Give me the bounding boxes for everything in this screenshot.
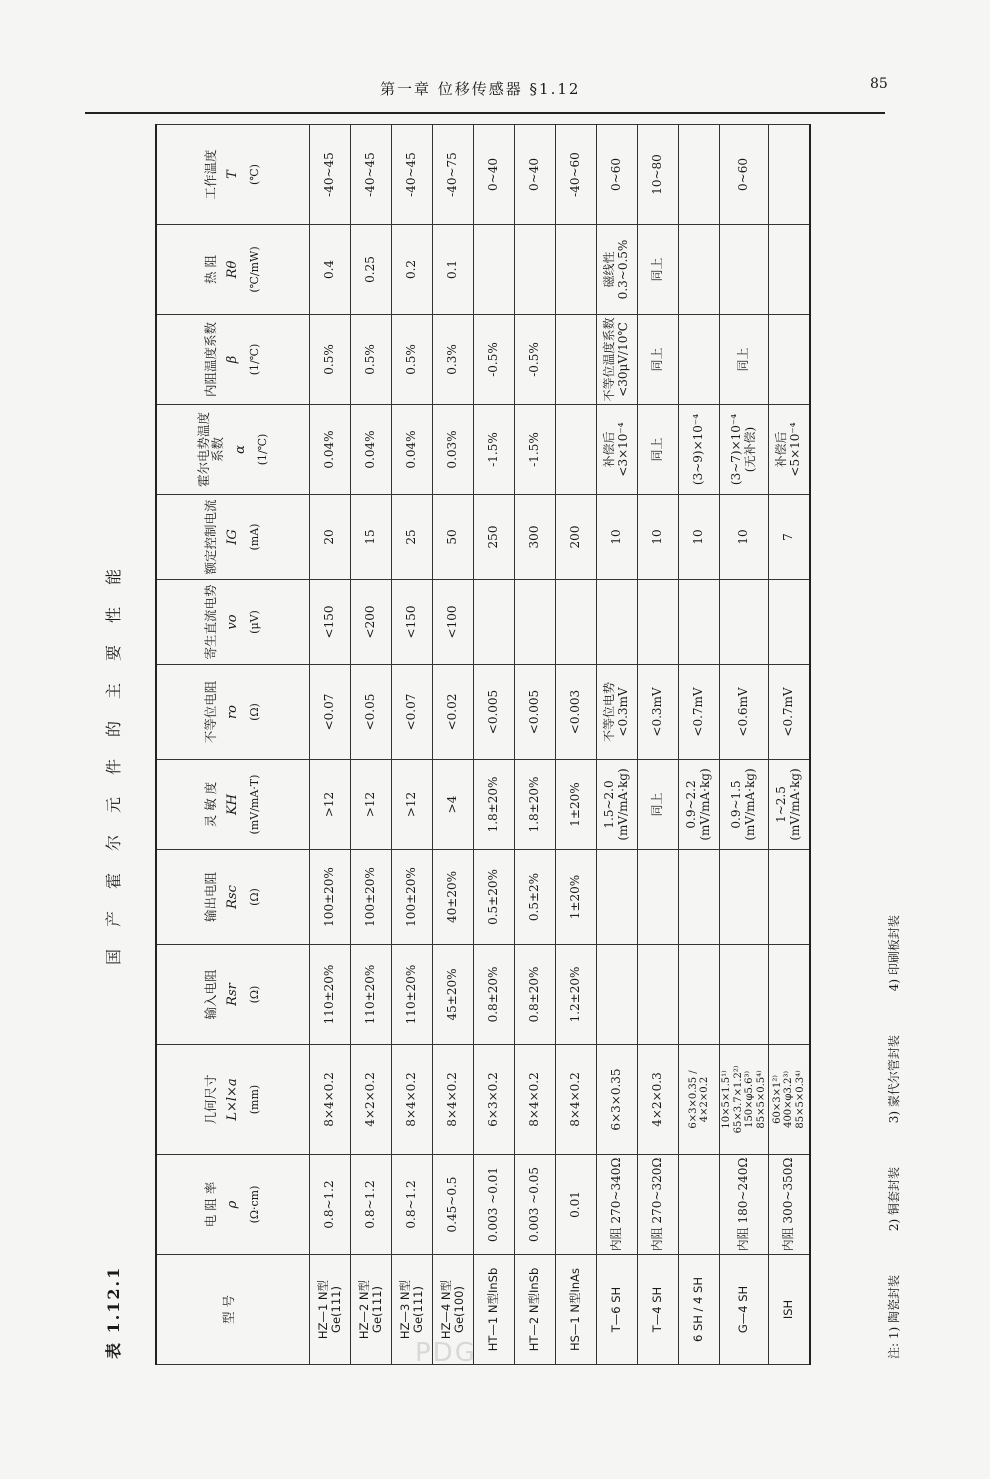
table-cell: <150	[310, 580, 351, 665]
table-cell: 10	[638, 495, 679, 580]
note-4: 4) 印刷板封装	[887, 915, 901, 992]
table-notes	[885, 129, 902, 1359]
table-cell: 0.4	[310, 225, 351, 315]
header-symbol: Rsc	[225, 885, 241, 909]
table-cell	[474, 225, 515, 315]
table-cell	[769, 850, 811, 945]
table-cell	[556, 580, 597, 665]
header-cell	[156, 1045, 310, 1155]
table-cell: 0~60	[720, 125, 769, 225]
table-cell: 磁线性 0.3~0.5%	[597, 225, 638, 315]
table-cell: 0.5%	[351, 315, 392, 405]
table-cell: 内阻 270~320Ω	[638, 1155, 679, 1255]
header-unit: (1/℃)	[255, 433, 269, 466]
table-cell: (3~7)×10⁻⁴ (无补偿)	[720, 405, 769, 495]
running-head: 第一章 位移传感器 §1.12	[380, 80, 581, 98]
header-label: 热 阻	[203, 255, 219, 284]
table-cell: 0.8±20%	[474, 945, 515, 1045]
table-cell: 110±20%	[392, 945, 433, 1045]
table-cell: 1.5~2.0 (mV/mA·kg)	[597, 760, 638, 850]
header-symbol: ro	[225, 704, 241, 720]
table-cell	[679, 580, 720, 665]
table-cell: >12	[351, 760, 392, 850]
header-cell	[156, 760, 310, 850]
table-cell	[638, 945, 679, 1045]
table-cell: 6×3×0.35 / 4×2×0.2	[679, 1045, 720, 1155]
header-unit: (mm)	[248, 1084, 262, 1115]
table-cell: <0.003	[556, 665, 597, 760]
table-row	[351, 125, 392, 1365]
table-cell	[679, 1155, 720, 1255]
model-cell: HT—1 N型InSb	[474, 1255, 515, 1365]
header-unit: (℃)	[248, 164, 262, 185]
table-cell: <0.05	[351, 665, 392, 760]
table-cell: 8×4×0.2	[433, 1045, 474, 1155]
header-cell	[156, 1155, 310, 1255]
header-symbol: IG	[225, 529, 241, 545]
table-cell: -40~45	[351, 125, 392, 225]
table-row	[310, 125, 351, 1365]
table-cell: 内阻 300~350Ω	[769, 1155, 811, 1255]
header-cell	[156, 225, 310, 315]
table-cell: -40~45	[392, 125, 433, 225]
table-cell: 0.1	[433, 225, 474, 315]
header-symbol: KH	[225, 793, 241, 816]
table-cell: 1.8±20%	[515, 760, 556, 850]
table-cell	[720, 850, 769, 945]
table-cell: 0.8~1.2	[351, 1155, 392, 1255]
table-cell	[597, 580, 638, 665]
header-label: 输入电阻	[203, 969, 219, 1020]
table-row	[679, 125, 720, 1365]
table-cell: 补偿后 <5×10⁻⁴	[769, 405, 811, 495]
header-cell	[156, 580, 310, 665]
table-cell: 100±20%	[351, 850, 392, 945]
table-cell: 不等位温度系数 <30μV/10℃	[597, 315, 638, 405]
table-cell: 同上	[720, 315, 769, 405]
header-symbol: α	[232, 445, 248, 454]
table-cell: 0.5%	[392, 315, 433, 405]
header-symbol: β	[225, 355, 241, 364]
header-symbol: vo	[225, 614, 241, 630]
table-cell	[638, 850, 679, 945]
table-title	[95, 125, 129, 1365]
table-body	[310, 125, 811, 1365]
table-cell: >4	[433, 760, 474, 850]
model-cell: 6 SH / 4 SH	[679, 1255, 720, 1365]
table-cell: 1.2±20%	[556, 945, 597, 1045]
table-cell: 1~2.5 (mV/mA·kg)	[769, 760, 811, 850]
model-cell: HT—2 N型InSb	[515, 1255, 556, 1365]
table-cell: 0.003 ~0.01	[474, 1155, 515, 1255]
table-cell: 0.04%	[351, 405, 392, 495]
table-cell	[638, 580, 679, 665]
table-cell: <150	[392, 580, 433, 665]
table-cell: 内阻 180~240Ω	[720, 1155, 769, 1255]
table-cell: 10~80	[638, 125, 679, 225]
model-cell: T—6 SH	[597, 1255, 638, 1365]
table-row	[638, 125, 679, 1365]
table-cell	[769, 225, 811, 315]
table-cell: 0~40	[474, 125, 515, 225]
table-cell: 200	[556, 495, 597, 580]
table-cell: 0.9~2.2 (mV/mA·kg)	[679, 760, 720, 850]
table-cell: -1.5%	[515, 405, 556, 495]
table-cell: 同上	[638, 315, 679, 405]
table-cell: 0.03%	[433, 405, 474, 495]
table-cell: 0.5±20%	[474, 850, 515, 945]
table-cell: 60×3×1²⁾ 400×φ3.2³⁾ 85×5×0.3⁴⁾	[769, 1045, 811, 1155]
header-label: 几何尺寸	[203, 1074, 219, 1125]
model-cell: HZ—1 N型Ge(111)	[310, 1255, 351, 1365]
model-cell: G—4 SH	[720, 1255, 769, 1365]
table-cell	[556, 315, 597, 405]
header-unit: (Ω)	[248, 888, 262, 906]
table-cell	[515, 225, 556, 315]
table-row	[720, 125, 769, 1365]
table-cell: (3~9)×10⁻⁴	[679, 405, 720, 495]
table-row	[597, 125, 638, 1365]
header-cell	[156, 850, 310, 945]
header-cell	[156, 125, 310, 225]
table-cell	[597, 850, 638, 945]
table-cell	[769, 315, 811, 405]
model-cell: HZ—3 N型Ge(111)	[392, 1255, 433, 1365]
model-cell: HZ—2 N型Ge(111)	[351, 1255, 392, 1365]
table-row	[433, 125, 474, 1365]
note-2: 2) 铜套封装	[887, 1167, 901, 1232]
table-cell: <0.7mV	[769, 665, 811, 760]
header-row	[156, 125, 310, 1365]
table-cell: 4×2×0.2	[351, 1045, 392, 1155]
header-unit: (mV/mA·T)	[248, 774, 262, 835]
table-cell: 110±20%	[351, 945, 392, 1045]
table-cell: 4×2×0.3	[638, 1045, 679, 1155]
header-label: 内阻温度系数	[203, 322, 219, 398]
table-cell: <0.02	[433, 665, 474, 760]
table-cell	[720, 225, 769, 315]
table-cell: 1.8±20%	[474, 760, 515, 850]
table-cell: 同上	[638, 405, 679, 495]
header-unit: (mA)	[248, 523, 262, 551]
header-label: 电 阻 率	[203, 1181, 219, 1228]
table-cell: 6×3×0.2	[474, 1045, 515, 1155]
model-cell: HZ—4 N型Ge(100)	[433, 1255, 474, 1365]
table-cell: -40~75	[433, 125, 474, 225]
table-cell: 0~40	[515, 125, 556, 225]
table-cell	[679, 315, 720, 405]
table-cell: 同上	[638, 760, 679, 850]
table-row	[515, 125, 556, 1365]
header-unit: (μV)	[248, 610, 262, 634]
table-cell: 7	[769, 495, 811, 580]
header-symbol: T	[225, 170, 241, 179]
header-cell	[156, 315, 310, 405]
table-row	[392, 125, 433, 1365]
table-cell: 0.8~1.2	[310, 1155, 351, 1255]
table-row	[474, 125, 515, 1365]
table-cell: 8×4×0.2	[310, 1045, 351, 1155]
model-cell: HS—1 N型InAs	[556, 1255, 597, 1365]
header-label: 灵 敏 度	[203, 781, 219, 828]
table-cell: -40~45	[310, 125, 351, 225]
table-cell	[556, 225, 597, 315]
table-cell: 补偿后 <3×10⁻⁴	[597, 405, 638, 495]
table-cell: 45±20%	[433, 945, 474, 1045]
table-cell: 0.04%	[392, 405, 433, 495]
table-cell	[515, 580, 556, 665]
table-cell: 0.04%	[310, 405, 351, 495]
table-cell	[720, 945, 769, 1045]
table-cell: 0~60	[597, 125, 638, 225]
table-cell: 300	[515, 495, 556, 580]
header-rule	[85, 112, 885, 114]
header-symbol: Rsr	[225, 983, 241, 1006]
table-cell: -0.5%	[474, 315, 515, 405]
header-unit: (Ω·cm)	[248, 1185, 262, 1224]
watermark-logo: PDG	[415, 1338, 477, 1368]
table-cell	[679, 225, 720, 315]
table-cell: 10	[720, 495, 769, 580]
table-cell: 10	[679, 495, 720, 580]
table-cell: 50	[433, 495, 474, 580]
table-cell: 10×5×1.5¹⁾ 65×3.7×1.2²⁾ 150×φ5.6³⁾ 85×5×0.5⁴⁾	[720, 1045, 769, 1155]
table-cell: 6×3×0.35	[597, 1045, 638, 1155]
table-cell: 8×4×0.2	[556, 1045, 597, 1155]
header-unit: (Ω)	[248, 703, 262, 721]
table-cell: 8×4×0.2	[392, 1045, 433, 1155]
table-cell: 0.8~1.2	[392, 1155, 433, 1255]
table-cell	[679, 125, 720, 225]
header-cell	[156, 405, 310, 495]
table-cell	[769, 580, 811, 665]
header-label: 不等位电阻	[203, 680, 219, 744]
page-number: 85	[870, 76, 888, 92]
header-cell	[156, 1255, 310, 1365]
header-cell	[156, 495, 310, 580]
header-label: 额定控制电流	[203, 499, 219, 575]
table-cell: 0.25	[351, 225, 392, 315]
table-cell: 0.3%	[433, 315, 474, 405]
table-cell: 20	[310, 495, 351, 580]
header-symbol: ρ	[225, 1200, 241, 1209]
table-cell	[679, 850, 720, 945]
table-cell	[769, 945, 811, 1045]
table-cell	[679, 945, 720, 1045]
performance-table	[155, 124, 811, 1365]
table-cell: 100±20%	[392, 850, 433, 945]
table-cell: <0.005	[474, 665, 515, 760]
table-cell: 40±20%	[433, 850, 474, 945]
table-cell	[720, 580, 769, 665]
table-cell: 10	[597, 495, 638, 580]
table-cell: 0.45~0.5	[433, 1155, 474, 1255]
rotated-table-block	[95, 125, 915, 1365]
table-cell: 1±20%	[556, 850, 597, 945]
table-cell: >12	[392, 760, 433, 850]
header-label: 寄生直流电势	[203, 584, 219, 660]
table-cell: <200	[351, 580, 392, 665]
table-cell	[556, 405, 597, 495]
table-cell: 8×4×0.2	[515, 1045, 556, 1155]
header-label: 输出电阻	[203, 872, 219, 923]
table-cell: 0.8±20%	[515, 945, 556, 1045]
table-row	[556, 125, 597, 1365]
header-label: 霍尔电势温度系数	[195, 412, 226, 488]
table-cell: 100±20%	[310, 850, 351, 945]
header-symbol: Rθ	[225, 260, 241, 279]
table-cell: -0.5%	[515, 315, 556, 405]
table-cell: 0.003 ~0.05	[515, 1155, 556, 1255]
table-cell: 0.2	[392, 225, 433, 315]
header-symbol: L×l×a	[225, 1078, 241, 1121]
table-cell: <0.07	[310, 665, 351, 760]
table-cell	[474, 580, 515, 665]
table-cell: <0.7mV	[679, 665, 720, 760]
table-cell: 0.5±2%	[515, 850, 556, 945]
table-cell: <0.6mV	[720, 665, 769, 760]
table-cell: -40~60	[556, 125, 597, 225]
note-3: 3) 蒙代尔管封装	[887, 1035, 901, 1124]
table-cell: 250	[474, 495, 515, 580]
table-cell: 同上	[638, 225, 679, 315]
header-unit: (1/℃)	[248, 343, 262, 376]
table-cell: 1±20%	[556, 760, 597, 850]
table-row	[769, 125, 811, 1365]
table-cell: 内阻 270~340Ω	[597, 1155, 638, 1255]
table-cell: <0.3mV	[638, 665, 679, 760]
table-number: 表 1.12.1	[104, 1265, 123, 1359]
table-cell: 15	[351, 495, 392, 580]
table-cell: <100	[433, 580, 474, 665]
model-cell: ISH	[769, 1255, 811, 1365]
table-cell: >12	[310, 760, 351, 850]
header-unit: (℃/mW)	[248, 246, 262, 293]
table-caption: 国产霍尔元件的主要性能	[104, 546, 123, 965]
table-cell: 110±20%	[310, 945, 351, 1045]
header-label: 型 号	[220, 1295, 236, 1324]
table-cell	[597, 945, 638, 1045]
table-cell: <0.07	[392, 665, 433, 760]
table-cell	[769, 125, 811, 225]
table-cell: 0.9~1.5 (mV/mA·kg)	[720, 760, 769, 850]
header-unit: (Ω)	[248, 985, 262, 1004]
model-cell: T—4 SH	[638, 1255, 679, 1365]
note-1: 注: 1) 陶瓷封装	[887, 1275, 901, 1359]
header-label: 工作温度	[203, 149, 219, 200]
table-cell: 0.01	[556, 1155, 597, 1255]
header-cell	[156, 665, 310, 760]
table-cell: 0.5%	[310, 315, 351, 405]
table-cell: 不等位电势 <0.3mV	[597, 665, 638, 760]
table-cell: -1.5%	[474, 405, 515, 495]
header-cell	[156, 945, 310, 1045]
table-cell: 25	[392, 495, 433, 580]
table-cell: <0.005	[515, 665, 556, 760]
